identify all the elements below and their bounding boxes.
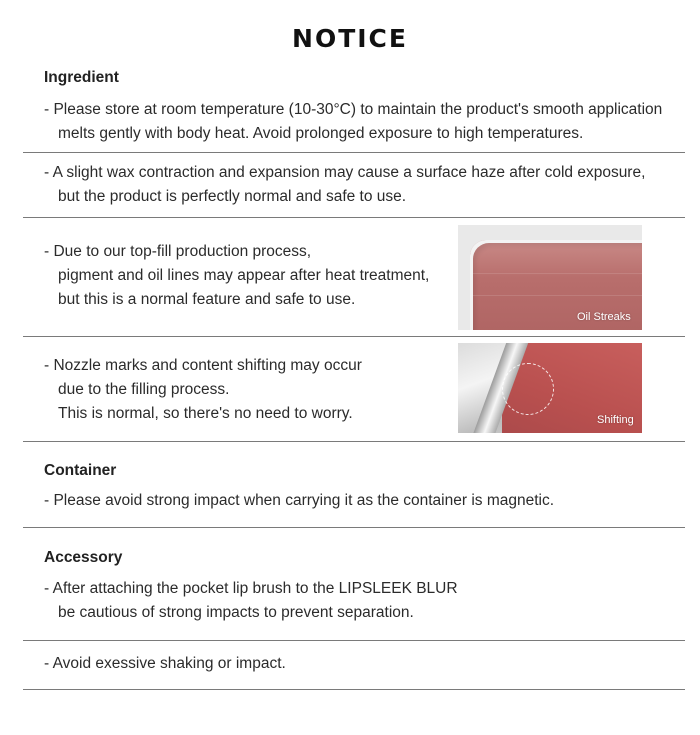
oil-streaks-caption: Oil Streaks (577, 311, 631, 323)
accessory-item-1-line-2: be cautious of strong impacts to prevent separation. (58, 604, 414, 621)
divider (23, 441, 685, 442)
oil-streaks-image (458, 225, 642, 330)
ingredient-item-3-line-1: - Due to our top-fill production process, (44, 243, 312, 260)
highlight-circle (502, 363, 554, 415)
divider (23, 152, 685, 153)
divider (23, 689, 685, 690)
page-title: NOTICE (292, 24, 408, 53)
shifting-image (458, 343, 642, 433)
section-heading-accessory: Accessory (44, 549, 123, 566)
shifting-caption: Shifting (597, 414, 634, 426)
divider (23, 336, 685, 337)
ingredient-item-4-line-3: This is normal, so there's no need to worry. (58, 405, 353, 422)
ingredient-item-2-line-2: but the product is perfectly normal and safe to use. (58, 188, 407, 205)
container-item-1-line-1: - Please avoid strong impact when carrying it as the container is magnetic. (44, 492, 555, 509)
oil-streak-line (470, 273, 642, 274)
oil-streak-line (470, 295, 642, 296)
ingredient-item-1-line-2: melts gently with body heat. Avoid prolonged exposure to high temperatures. (58, 125, 584, 142)
ingredient-item-3-line-3: but this is a normal feature and safe to use. (58, 291, 356, 308)
section-heading-ingredient: Ingredient (44, 69, 119, 86)
section-heading-container: Container (44, 462, 117, 479)
accessory-item-1-line-1: - After attaching the pocket lip brush to the LIPSLEEK BLUR (44, 580, 458, 597)
ingredient-item-1-line-1: - Please store at room temperature (10-30°C) to maintain the product's smooth application (44, 101, 663, 118)
accessory-item-2-line-1: - Avoid exessive shaking or impact. (44, 655, 286, 672)
divider (23, 640, 685, 641)
divider (23, 527, 685, 528)
ingredient-item-2-line-1: - A slight wax contraction and expansion may cause a surface haze after cold exposure, (44, 164, 646, 181)
ingredient-item-4-line-2: due to the filling process. (58, 381, 230, 398)
ingredient-item-3-line-2: pigment and oil lines may appear after heat treatment, (58, 267, 430, 284)
ingredient-item-4-line-1: - Nozzle marks and content shifting may occur (44, 357, 362, 374)
divider (23, 217, 685, 218)
